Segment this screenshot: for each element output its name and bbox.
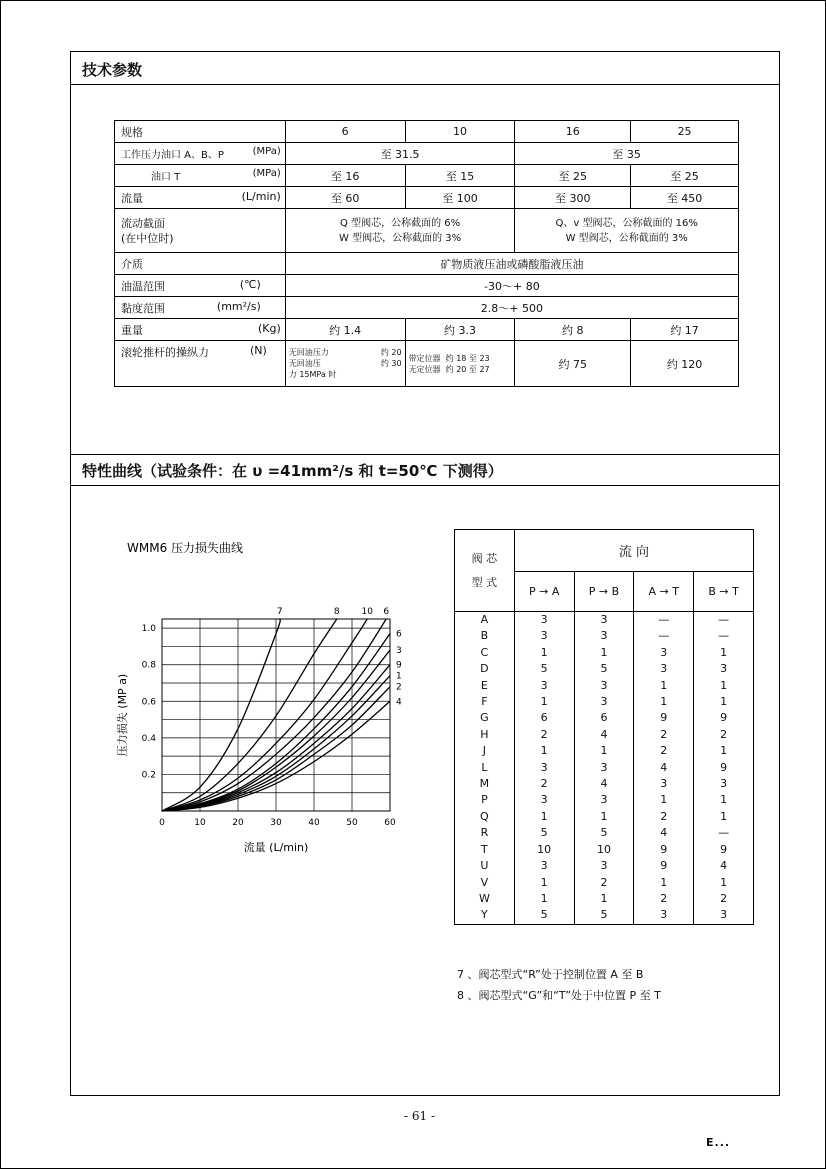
pressure-t-6: 至 16 bbox=[285, 165, 405, 187]
y-tick-label: 0.6 bbox=[141, 697, 156, 708]
valve-type: A bbox=[480, 613, 489, 626]
force-text: 滚轮推杆的操纵力 bbox=[121, 346, 209, 359]
x-tick-label: 30 bbox=[270, 818, 282, 828]
value-pb: 5 bbox=[600, 908, 608, 922]
weight-10: 约 3.3 bbox=[405, 319, 515, 341]
value-bt: — bbox=[718, 613, 730, 626]
value-pa: 3 bbox=[540, 678, 548, 692]
series-label: 9 bbox=[396, 660, 402, 671]
series-label: 7 bbox=[276, 607, 283, 617]
y-axis-label: 压力损失 (MP a) bbox=[116, 673, 129, 757]
weight-label bbox=[115, 319, 286, 341]
valve-types-col bbox=[455, 612, 515, 925]
value-pa: 3 bbox=[540, 629, 548, 643]
series-label: 10 bbox=[361, 607, 373, 617]
table-row bbox=[455, 530, 754, 572]
table-row bbox=[115, 165, 739, 187]
note-8: 8 、阀芯型式“G”和“T”处于中位置 P 至 T bbox=[457, 989, 661, 1002]
value-at: 2 bbox=[660, 891, 668, 905]
value-at: 4 bbox=[660, 760, 668, 774]
series-label: 2 bbox=[396, 682, 402, 693]
value-bt: 1 bbox=[720, 744, 728, 758]
force-6-v2: 约 30 bbox=[380, 359, 402, 368]
section-label-1: 流动截面 bbox=[121, 216, 165, 230]
valve-type: H bbox=[480, 727, 489, 741]
valve-type: U bbox=[480, 859, 489, 873]
table-row bbox=[115, 275, 739, 297]
value-pb: 1 bbox=[600, 809, 608, 823]
series-label: 8 bbox=[333, 607, 340, 617]
force-16: 约 75 bbox=[515, 341, 631, 387]
value-bt: — bbox=[718, 629, 730, 643]
value-at: — bbox=[658, 613, 670, 626]
section-label-2: (在中位时) bbox=[121, 231, 174, 245]
pressure-ap-6-10: 至 31.5 bbox=[285, 143, 515, 165]
valve-type: J bbox=[482, 744, 487, 758]
medium-value: 矿物质液压油或磷酸脂液压油 bbox=[285, 253, 738, 275]
valve-type: V bbox=[480, 875, 489, 889]
force-10-v2: 约 20 至 27 bbox=[445, 364, 490, 374]
value-pa: 1 bbox=[540, 744, 548, 758]
value-bt: 9 bbox=[720, 760, 728, 774]
valve-type-header-1: 阀 芯 bbox=[471, 551, 498, 565]
pressure-ap-unit: (MPa) bbox=[252, 146, 281, 157]
pa-col bbox=[514, 612, 574, 925]
oil-temp-unit: (℃) bbox=[239, 277, 261, 291]
value-at: 2 bbox=[660, 727, 668, 741]
value-at: 3 bbox=[660, 908, 668, 922]
value-bt: 2 bbox=[720, 727, 728, 741]
pressure-t-10: 至 15 bbox=[405, 165, 515, 187]
value-bt: — bbox=[718, 826, 730, 840]
spec-header-rule bbox=[71, 84, 779, 85]
value-pa: 3 bbox=[540, 613, 548, 626]
value-at: 3 bbox=[660, 645, 668, 659]
value-at: 3 bbox=[660, 662, 668, 676]
table-row bbox=[115, 187, 739, 209]
value-pa: 3 bbox=[540, 859, 548, 873]
value-pa: 1 bbox=[540, 809, 548, 823]
flow-25: 至 450 bbox=[631, 187, 739, 209]
y-tick-label: 1.0 bbox=[141, 624, 156, 635]
oil-temp-text: 油温范围 bbox=[121, 279, 165, 293]
value-pb: 3 bbox=[600, 613, 608, 626]
pressure-t-text: 油口 T bbox=[151, 172, 181, 183]
spec-header-10: 10 bbox=[405, 121, 515, 143]
note-7: 7 、阀芯型式“R”处于控制位置 A 至 B bbox=[457, 968, 644, 981]
table-row bbox=[115, 209, 739, 253]
section-b2: W 型阀芯，公称截面的 3% bbox=[565, 232, 688, 244]
valve-type: Q bbox=[480, 809, 489, 823]
dir-bt: B → T bbox=[694, 572, 754, 612]
force-6-l3: 力 15MPa 时 bbox=[288, 370, 337, 379]
value-bt: 1 bbox=[720, 875, 728, 889]
force-6-l1: 无回油压力 bbox=[288, 348, 329, 357]
value-at: 2 bbox=[660, 744, 668, 758]
value-pb: 5 bbox=[600, 826, 608, 840]
flow-10: 至 100 bbox=[405, 187, 515, 209]
x-tick-label: 40 bbox=[308, 818, 320, 828]
table-row bbox=[115, 297, 739, 319]
weight-16: 约 8 bbox=[515, 319, 631, 341]
value-pa: 1 bbox=[540, 875, 548, 889]
table-row bbox=[115, 121, 739, 143]
spec-header-6: 6 bbox=[285, 121, 405, 143]
value-at: 2 bbox=[660, 809, 668, 823]
value-pa: 1 bbox=[540, 695, 548, 709]
value-pb: 1 bbox=[600, 645, 608, 659]
force-25: 约 120 bbox=[631, 341, 739, 387]
viscosity-value: 2.8～+ 500 bbox=[285, 297, 738, 319]
force-10-l2: 无定位器 bbox=[408, 364, 441, 374]
spec-header-25: 25 bbox=[631, 121, 739, 143]
value-at: 9 bbox=[660, 842, 668, 856]
x-tick-label: 20 bbox=[232, 818, 244, 828]
valve-type-header bbox=[455, 530, 515, 612]
spec-table bbox=[114, 120, 739, 387]
force-6 bbox=[285, 341, 405, 387]
dir-pb: P → B bbox=[574, 572, 634, 612]
value-at: 4 bbox=[660, 826, 668, 840]
series-label: 3 bbox=[396, 646, 402, 657]
force-10-l1: 带定位器 bbox=[408, 353, 441, 363]
pressure-t-25: 至 25 bbox=[631, 165, 739, 187]
valve-type: C bbox=[480, 645, 489, 659]
curves-bottom-rule bbox=[71, 485, 779, 486]
value-pb: 3 bbox=[600, 793, 608, 807]
value-pa: 3 bbox=[540, 760, 548, 774]
value-pb: 3 bbox=[600, 695, 608, 709]
spec-header-label: 规格 bbox=[115, 121, 286, 143]
weight-unit: (Kg) bbox=[258, 321, 281, 335]
weight-25: 约 17 bbox=[631, 319, 739, 341]
value-pb: 4 bbox=[600, 727, 608, 741]
valve-type: M bbox=[479, 777, 490, 791]
value-at: 3 bbox=[660, 777, 668, 791]
viscosity-unit: (mm²/s) bbox=[216, 299, 261, 313]
value-pb: 4 bbox=[600, 777, 608, 791]
valve-type: W bbox=[478, 891, 490, 905]
pressure-ap-label bbox=[115, 143, 286, 165]
value-bt: 3 bbox=[720, 908, 728, 922]
pressure-t-16: 至 25 bbox=[515, 165, 631, 187]
series-line bbox=[162, 619, 280, 811]
valve-type: L bbox=[481, 760, 488, 774]
value-pb: 1 bbox=[600, 891, 608, 905]
value-pa: 3 bbox=[540, 793, 548, 807]
table-row bbox=[115, 143, 739, 165]
dir-pa: P → A bbox=[514, 572, 574, 612]
y-tick-label: 0.4 bbox=[141, 733, 156, 744]
value-bt: 3 bbox=[720, 777, 728, 791]
value-pb: 2 bbox=[600, 875, 608, 889]
curves-top-rule bbox=[71, 454, 779, 455]
y-tick-label: 0.2 bbox=[141, 770, 156, 781]
force-10-v1: 约 18 至 23 bbox=[445, 353, 490, 363]
value-at: 1 bbox=[660, 678, 668, 692]
value-bt: 9 bbox=[720, 842, 728, 856]
spec-section-title: 技术参数 bbox=[82, 61, 143, 79]
series-label: 6 bbox=[396, 629, 402, 640]
medium-label: 介质 bbox=[115, 253, 286, 275]
value-pb: 3 bbox=[600, 760, 608, 774]
flow-16: 至 300 bbox=[515, 187, 631, 209]
x-tick-label: 0 bbox=[159, 818, 165, 828]
value-pb: 10 bbox=[596, 842, 611, 856]
value-at: — bbox=[658, 629, 670, 643]
value-pb: 3 bbox=[600, 678, 608, 692]
value-pa: 1 bbox=[540, 645, 548, 659]
page-number: - 61 - bbox=[404, 1109, 436, 1123]
value-at: 9 bbox=[660, 711, 668, 725]
force-6-v1: 约 20 bbox=[380, 348, 402, 357]
content-panel bbox=[70, 51, 780, 1096]
pressure-ap-text: 工作压力油口 A、B、P bbox=[121, 150, 224, 161]
at-col bbox=[634, 612, 694, 925]
value-bt: 1 bbox=[720, 678, 728, 692]
value-bt: 4 bbox=[720, 859, 728, 873]
bt-col bbox=[694, 612, 754, 925]
weight-6: 约 1.4 bbox=[285, 319, 405, 341]
value-pb: 1 bbox=[600, 744, 608, 758]
value-bt: 9 bbox=[720, 711, 728, 725]
valve-type-header-2: 型 式 bbox=[471, 575, 498, 589]
value-pa: 5 bbox=[540, 662, 548, 676]
weight-text: 重量 bbox=[121, 323, 143, 337]
flow-direction-header: 流 向 bbox=[514, 530, 753, 572]
value-pa: 2 bbox=[540, 777, 548, 791]
flow-label bbox=[115, 187, 286, 209]
value-at: 9 bbox=[660, 859, 668, 873]
flow-6: 至 60 bbox=[285, 187, 405, 209]
value-pb: 5 bbox=[600, 662, 608, 676]
spec-header-16: 16 bbox=[515, 121, 631, 143]
value-bt: 1 bbox=[720, 809, 728, 823]
series-label: 6 bbox=[383, 607, 390, 617]
value-pb: 3 bbox=[600, 629, 608, 643]
valve-type: T bbox=[481, 842, 488, 856]
flow-unit: (L/min) bbox=[241, 189, 281, 203]
force-label bbox=[115, 341, 286, 387]
value-pa: 1 bbox=[540, 891, 548, 905]
value-pb: 3 bbox=[600, 859, 608, 873]
section-b1: Q、v 型阀芯，公称截面的 16% bbox=[555, 217, 698, 229]
viscosity-text: 黏度范围 bbox=[121, 301, 165, 315]
value-bt: 1 bbox=[720, 793, 728, 807]
section-6-10 bbox=[285, 209, 515, 253]
table-row bbox=[115, 253, 739, 275]
value-at: 1 bbox=[660, 793, 668, 807]
force-6-l2: 无回油压 bbox=[288, 359, 321, 368]
valve-type: D bbox=[480, 662, 489, 676]
valve-type: G bbox=[480, 711, 489, 725]
pressure-ap-16-25: 至 35 bbox=[515, 143, 739, 165]
value-pb: 6 bbox=[600, 711, 608, 725]
force-10 bbox=[405, 341, 515, 387]
valve-type: P bbox=[481, 793, 488, 807]
value-at: 1 bbox=[660, 875, 668, 889]
dir-at: A → T bbox=[634, 572, 694, 612]
value-pa: 6 bbox=[540, 711, 548, 725]
value-bt: 2 bbox=[720, 891, 728, 905]
force-unit: (N) bbox=[249, 344, 267, 357]
section-label bbox=[115, 209, 286, 253]
table-row bbox=[115, 319, 739, 341]
value-bt: 1 bbox=[720, 695, 728, 709]
brand-logo: E... bbox=[706, 1136, 731, 1149]
pressure-t-unit: (MPa) bbox=[252, 168, 281, 179]
valve-type: E bbox=[480, 678, 488, 692]
valve-type: F bbox=[481, 695, 488, 709]
valve-type: Y bbox=[481, 908, 488, 922]
section-16-25 bbox=[515, 209, 739, 253]
value-pa: 5 bbox=[540, 826, 548, 840]
valve-type: R bbox=[480, 826, 489, 840]
valve-type: B bbox=[480, 629, 489, 643]
chart-title: WMM6 压力损失曲线 bbox=[127, 541, 244, 555]
pb-col bbox=[574, 612, 634, 925]
value-pa: 2 bbox=[540, 727, 548, 741]
table-row bbox=[455, 612, 754, 925]
pressure-loss-chart bbox=[91, 522, 421, 862]
y-tick-label: 0.8 bbox=[141, 660, 156, 671]
value-bt: 1 bbox=[720, 645, 728, 659]
oil-temp-value: -30～+ 80 bbox=[285, 275, 738, 297]
curves-section-title: 特性曲线（试验条件：在 υ =41mm²/s 和 t=50℃ 下测得） bbox=[82, 462, 503, 480]
section-a2: W 型阀芯，公称截面的 3% bbox=[339, 232, 462, 244]
oil-temp-label bbox=[115, 275, 286, 297]
value-bt: 3 bbox=[720, 662, 728, 676]
pressure-t-label bbox=[115, 165, 286, 187]
x-tick-label: 10 bbox=[194, 818, 206, 828]
valve-flow-table bbox=[454, 529, 754, 925]
flow-text: 流量 bbox=[121, 191, 143, 205]
value-at: 1 bbox=[660, 695, 668, 709]
table-row bbox=[115, 341, 739, 387]
value-pa: 5 bbox=[540, 908, 548, 922]
x-tick-label: 50 bbox=[346, 818, 358, 828]
section-a1: Q 型阀芯，公称截面的 6% bbox=[340, 217, 461, 229]
value-pa: 10 bbox=[537, 842, 552, 856]
series-label: 4 bbox=[396, 697, 402, 708]
viscosity-label bbox=[115, 297, 286, 319]
x-axis-label: 流量 (L/min) bbox=[243, 841, 309, 854]
x-tick-label: 60 bbox=[384, 818, 396, 828]
series-label: 1 bbox=[396, 671, 402, 682]
